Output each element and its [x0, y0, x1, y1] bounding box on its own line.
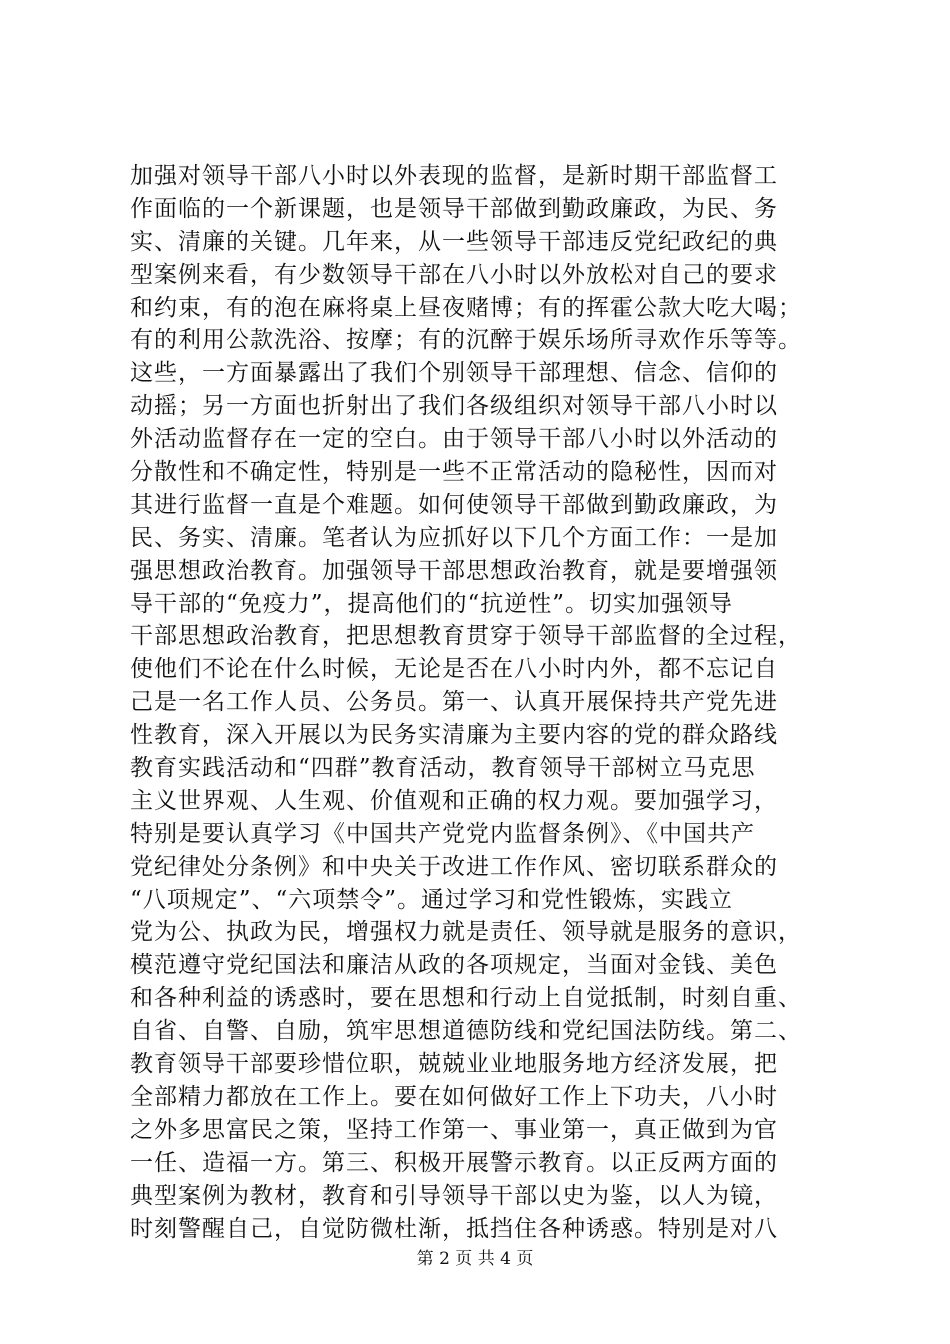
text-line: 这些，一方面暴露出了我们个别领导干部理想、信念、信仰的	[130, 360, 778, 387]
text-line: 民、务实、清廉。笔者认为应抓好以下几个方面工作：一是加	[130, 524, 778, 551]
text-line: 己是一名工作人员、公务员。第一、认真开展保持共产党先进	[130, 689, 778, 716]
text-line: 教育领导干部要珍惜位职，兢兢业业地服务地方经济发展，把	[130, 1051, 778, 1078]
text-line: 之外多思富民之策，坚持工作第一、事业第一，真正做到为官	[130, 1116, 778, 1143]
text-line: 加强对领导干部八小时以外表现的监督，是新时期干部监督工	[130, 163, 778, 189]
text-line: 导干部的“免疫力”，提高他们的“抗逆性”。切实加强领导	[130, 590, 734, 617]
text-line: 作面临的一个新课题，也是领导干部做到勤政廉政，为民、务	[130, 195, 778, 222]
text-line: 模范遵守党纪国法和廉洁从政的各项规定，当面对金钱、美色	[130, 952, 778, 979]
text-line: 教育实践活动和“四群”教育活动，教育领导干部树立马克思	[130, 755, 756, 782]
text-line: 分散性和不确定性，特别是一些不正常活动的隐秘性，因而对	[130, 459, 778, 486]
text-line: 党为公、执政为民，增强权力就是责任、领导就是服务的意识，	[130, 919, 802, 946]
text-line: 时刻警醒自己，自觉防微杜渐，抵挡住各种诱惑。特别是对八	[130, 1215, 778, 1242]
text-line: 型案例来看，有少数领导干部在八小时以外放松对自己的要求	[130, 261, 778, 288]
body-paragraph	[130, 160, 850, 1245]
text-line: 有的利用公款洗浴、按摩；有的沉醉于娱乐场所寻欢作乐等等。	[130, 327, 802, 354]
text-line: 主义世界观、人生观、价值观和正确的权力观。要加强学习，	[130, 787, 778, 814]
text-line: 和约束，有的泡在麻将桌上昼夜赌博；有的挥霍公款大吃大喝；	[130, 294, 802, 321]
text-line: 其进行监督一直是个难题。如何使领导干部做到勤政廉政，为	[130, 491, 778, 518]
text-line: 性教育，深入开展以为民务实清廉为主要内容的党的群众路线	[130, 722, 778, 749]
text-line: 一任、造福一方。第三、积极开展警示教育。以正反两方面的	[130, 1149, 778, 1176]
text-line: 全部精力都放在工作上。要在如何做好工作上下功夫，八小时	[130, 1083, 778, 1110]
page-number-footer: 第 2 页 共 4 页	[416, 1249, 534, 1269]
text-line: “八项规定”、“六项禁令”。通过学习和党性锻炼，实践立	[130, 886, 734, 913]
text-line: 特别是要认真学习《中国共产党党内监督条例》、《中国共产	[130, 820, 755, 847]
text-line: 外活动监督存在一定的空白。由于领导干部八小时以外活动的	[130, 426, 778, 453]
text-line: 干部思想政治教育，把思想教育贯穿于领导干部监督的全过程，	[130, 623, 802, 650]
text-line: 和各种利益的诱惑时，要在思想和行动上自觉抵制，时刻自重、	[130, 985, 802, 1012]
text-line: 典型案例为教材，教育和引导领导干部以史为鉴，以人为镜，	[130, 1182, 778, 1209]
text-line: 实、清廉的关键。几年来，从一些领导干部违反党纪政纪的典	[130, 228, 778, 255]
text-line: 使他们不论在什么时候，无论是否在八小时内外，都不忘记自	[130, 656, 778, 683]
text-line: 强思想政治教育。加强领导干部思想政治教育，就是要增强领	[130, 557, 778, 584]
text-line: 自省、自警、自励，筑牢思想道德防线和党纪国法防线。第二、	[130, 1018, 802, 1045]
text-line: 动摇；另一方面也折射出了我们各级组织对领导干部八小时以	[130, 393, 778, 420]
text-line: 党纪律处分条例》和中央关于改进工作作风、密切联系群众的	[130, 853, 778, 880]
